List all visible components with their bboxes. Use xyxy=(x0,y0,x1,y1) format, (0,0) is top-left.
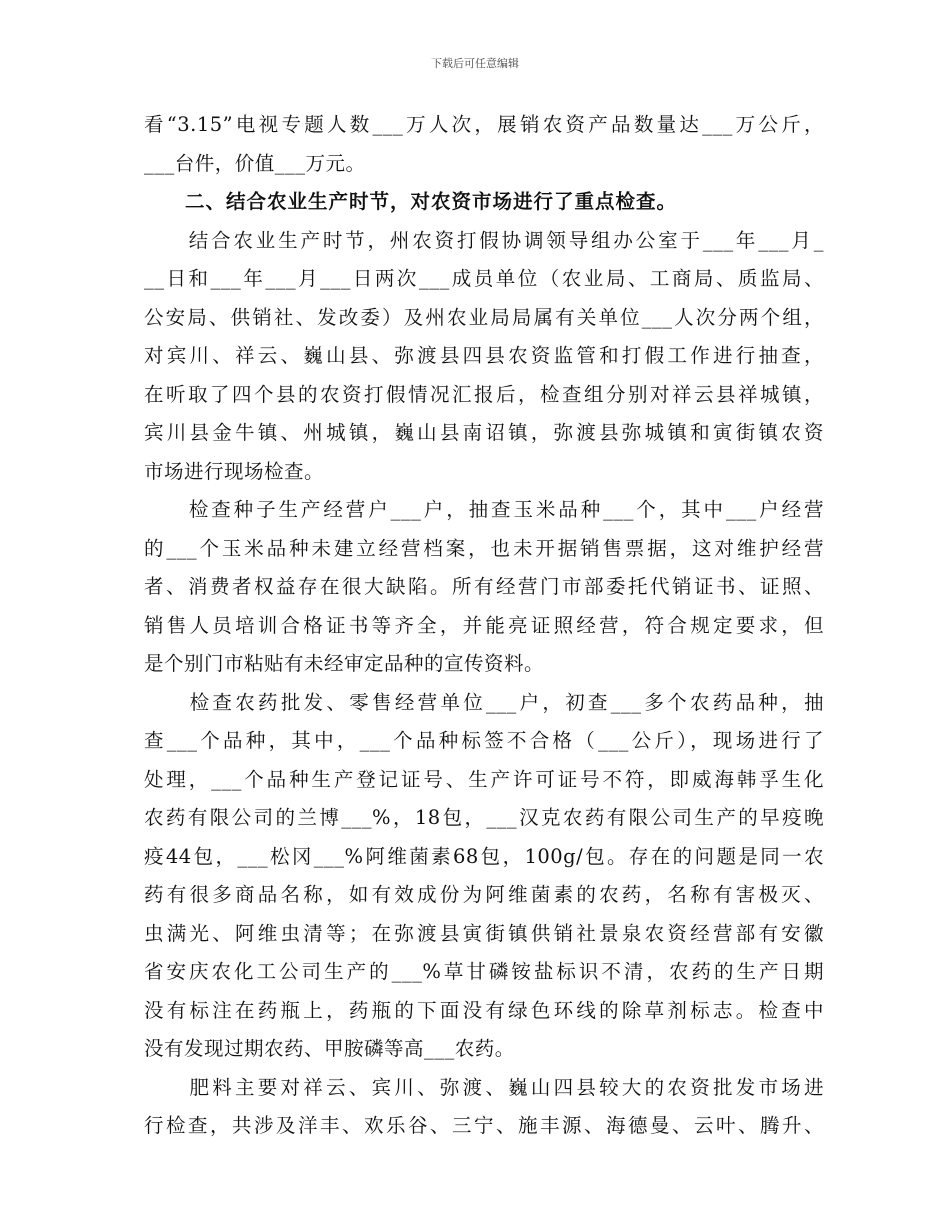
section-heading: 二、结合农业生产时节，对农资市场进行了重点检查。 xyxy=(144,190,678,213)
text-line: 销售人员培训合格证书等齐全，并能亮证照经营，符合规定要求，但 xyxy=(144,613,824,637)
text-line: 看“3.15”电视专题人数___万人次，展销农资产品数量达___万公斤， xyxy=(144,113,824,136)
text-line: 处理，___个品种生产登记证号、生产许可证号不符，即威海韩孚生化 xyxy=(144,767,824,791)
text-line: 在听取了四个县的农资打假情况汇报后，检查组分别对祥云县祥城镇， xyxy=(144,382,824,406)
page-header: 下载后可任意编辑 xyxy=(431,57,519,70)
text-line: 公安局、供销社、发改委）及州农业局局属有关单位___人次分两个组， xyxy=(144,305,824,329)
text-line: 虫满光、阿维虫清等；在弥渡县寅街镇供销社景泉农资经营部有安徽 xyxy=(144,921,824,945)
text-line: 宾川县金牛镇、州城镇，巍山县南诏镇，弥渡县弥城镇和寅街镇农资 xyxy=(144,421,824,444)
text-line: 者、消费者权益存在很大缺陷。所有经营门市部委托代销证书、证照、 xyxy=(144,575,824,598)
text-line: 疫44包，___松冈___%阿维菌素68包，100g/包。存在的问题是同一农 xyxy=(144,844,824,868)
text-line: 对宾川、祥云、巍山县、弥渡县四县农资监管和打假工作进行抽查， xyxy=(144,344,824,367)
text-line: 行检查，共涉及洋丰、欢乐谷、三宁、施丰源、海德曼、云叶、腾升、 xyxy=(144,1114,824,1137)
text-line: 农药有限公司的兰博___%，18包，___汉克农药有限公司生产的早疫晚 xyxy=(144,806,824,829)
document-body xyxy=(144,106,824,1146)
text-line: 省安庆农化工公司生产的___%草甘磷铵盐标识不清，农药的生产日期 xyxy=(144,960,824,983)
text-line: __日和___年___月___日两次___成员单位（农业局、工商局、质监局、 xyxy=(144,267,824,290)
text-line: 检查种子生产经营户___户，抽查玉米品种___个，其中___户经营 xyxy=(144,498,824,521)
text-line: 的___个玉米品种未建立经营档案，也未开据销售票据，这对维护经营 xyxy=(144,536,824,560)
text-line: 市场进行现场检查。 xyxy=(144,459,325,483)
text-line: 肥料主要对祥云、宾川、弥渡、巍山四县较大的农资批发市场进 xyxy=(144,1075,824,1099)
text-line: 查___个品种，其中，___个品种标签不合格（___公斤），现场进行了 xyxy=(144,729,824,752)
text-line: 是个别门市粘贴有未经审定品种的宣传资料。 xyxy=(144,652,545,675)
text-line: 没有标注在药瓶上，药瓶的下面没有绿色环线的除草剂标志。检查中 xyxy=(144,998,824,1022)
text-line: 结合农业生产时节，州农资打假协调领导组办公室于___年___月_ xyxy=(144,228,824,252)
text-line: 没有发现过期农药、甲胺磷等高___农药。 xyxy=(144,1037,515,1060)
text-line: 药有很多商品名称，如有效成份为阿维菌素的农药，名称有害极灭、 xyxy=(144,883,824,906)
text-line: 检查农药批发、零售经营单位___户，初查___多个农药品种，抽 xyxy=(144,690,824,714)
text-line: ___台件，价值___万元。 xyxy=(144,151,366,175)
